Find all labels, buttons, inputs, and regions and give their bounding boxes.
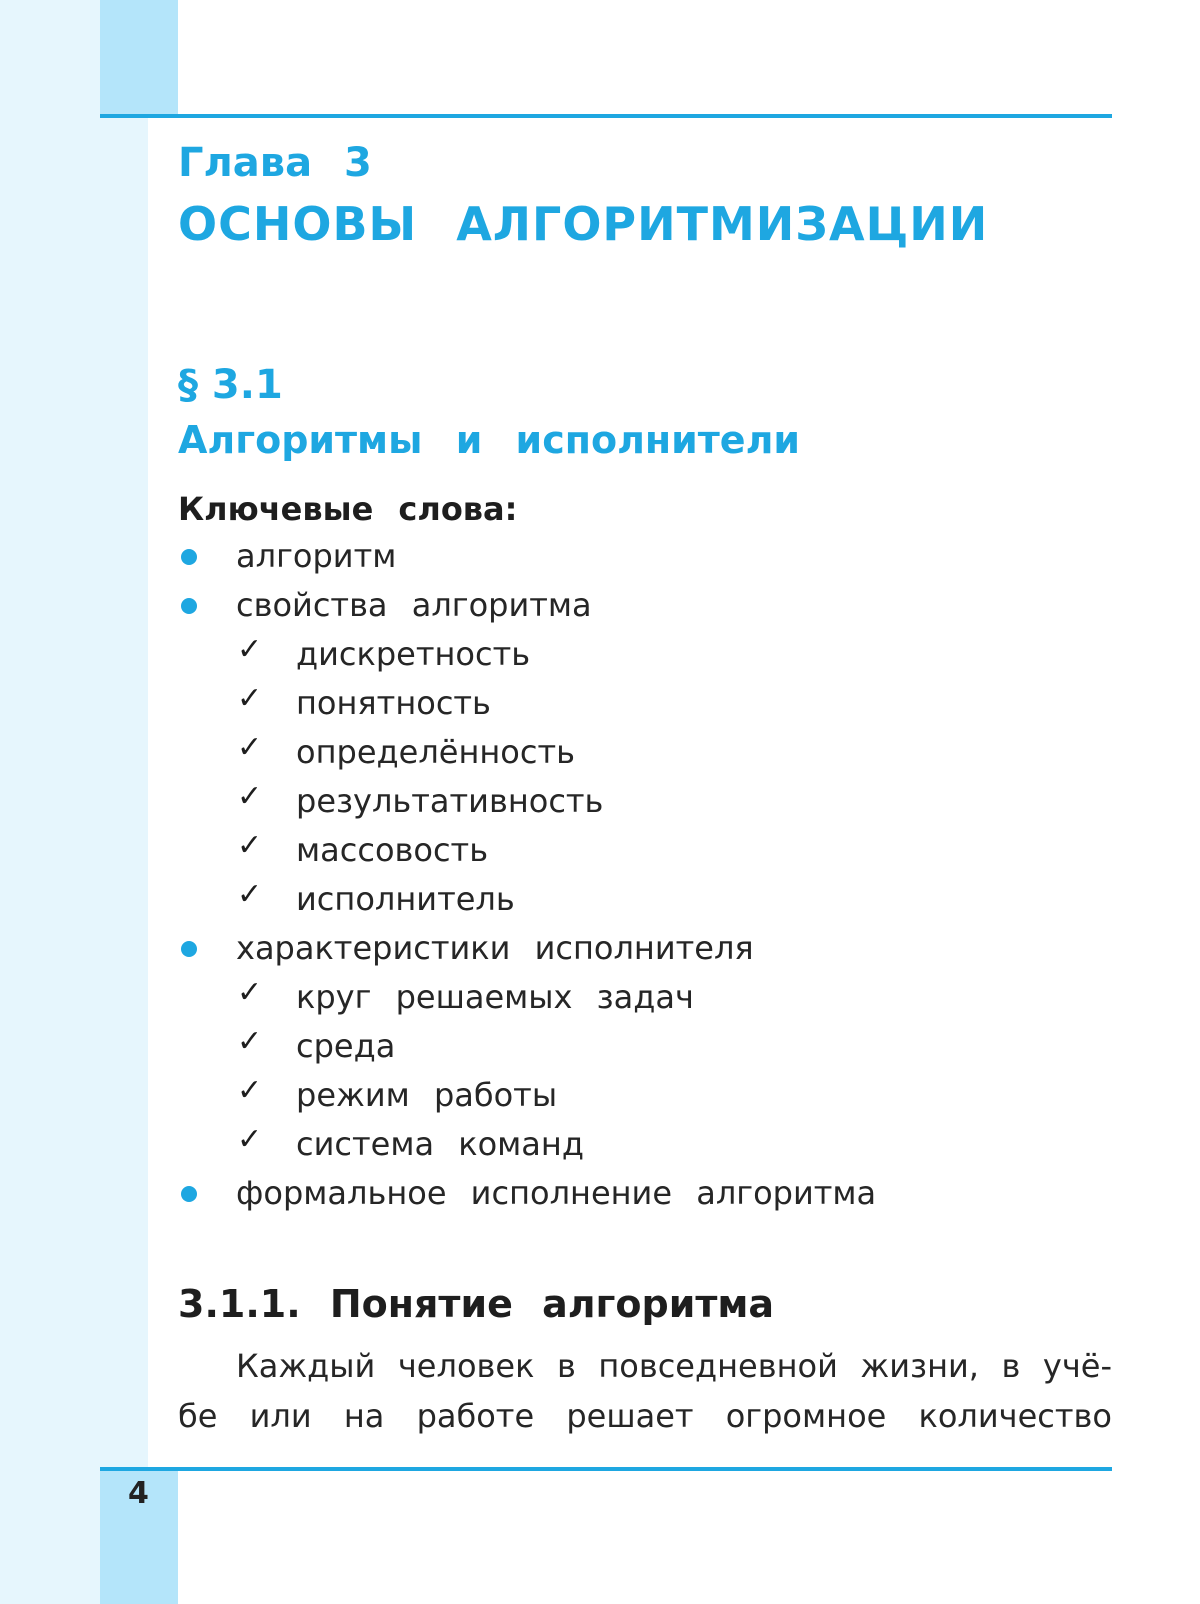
bullet-dot-icon — [181, 549, 197, 565]
check-icon: ✓ — [237, 1122, 263, 1157]
body-word: бе — [178, 1397, 218, 1435]
chapter-label: Глава 3 — [178, 140, 372, 186]
body-word: человек — [397, 1347, 535, 1385]
check-icon: ✓ — [237, 828, 263, 863]
check-icon: ✓ — [237, 779, 263, 814]
bullet-dot-icon — [181, 598, 197, 614]
body-word: решает — [566, 1397, 694, 1435]
keyword-subitem-text: дискретность — [296, 635, 531, 673]
body-word: на — [343, 1397, 385, 1435]
body-word: в — [1001, 1347, 1021, 1385]
keyword-subitem-text: круг решаемых задач — [296, 978, 694, 1016]
margin-strip-top — [100, 0, 178, 117]
body-word: огромное — [725, 1397, 887, 1435]
subsection-title: 3.1.1. Понятие алгоритма — [178, 1282, 775, 1326]
page-margin-background — [0, 0, 148, 1604]
header-rule — [100, 114, 1112, 118]
page-number: 4 — [128, 1476, 149, 1511]
section-title: Алгоритмы и исполнители — [178, 418, 801, 462]
body-word: работе — [416, 1397, 535, 1435]
keyword-text: алгоритм — [236, 537, 397, 575]
keyword-subitem-text: исполнитель — [296, 880, 515, 918]
keyword-subitem-text: массовость — [296, 831, 489, 869]
footer-rule — [100, 1467, 1112, 1471]
body-word: или — [249, 1397, 312, 1435]
check-icon: ✓ — [237, 632, 263, 667]
check-icon: ✓ — [237, 681, 263, 716]
bullet-dot-icon — [181, 1186, 197, 1202]
keywords-heading: Ключевые слова: — [178, 490, 518, 528]
body-word: жизни, — [860, 1347, 979, 1385]
body-word: количество — [918, 1397, 1112, 1435]
keyword-text: формальное исполнение алгоритма — [236, 1174, 877, 1212]
keyword-subitem-text: режим работы — [296, 1076, 558, 1114]
body-word: повседневной — [598, 1347, 838, 1385]
check-icon: ✓ — [237, 1024, 263, 1059]
check-icon: ✓ — [237, 975, 263, 1010]
keyword-subitem-text: система команд — [296, 1125, 584, 1163]
body-paragraph-line-1 — [178, 1347, 1112, 1385]
chapter-title: ОСНОВЫ АЛГОРИТМИЗАЦИИ — [178, 197, 989, 251]
keyword-subitem-text: определённость — [296, 733, 575, 771]
body-word: учё- — [1042, 1347, 1112, 1385]
keyword-subitem-text: среда — [296, 1027, 396, 1065]
keyword-text: характеристики исполнителя — [236, 929, 754, 967]
keyword-subitem-text: понятность — [296, 684, 491, 722]
check-icon: ✓ — [237, 877, 263, 912]
check-icon: ✓ — [237, 1073, 263, 1108]
keyword-text: свойства алгоритма — [236, 586, 592, 624]
body-word: в — [556, 1347, 576, 1385]
check-icon: ✓ — [237, 730, 263, 765]
bullet-dot-icon — [181, 941, 197, 957]
body-paragraph-line-2 — [178, 1397, 1112, 1435]
keyword-subitem-text: результативность — [296, 782, 604, 820]
section-number: § 3.1 — [178, 362, 283, 408]
body-word: Каждый — [236, 1347, 376, 1385]
